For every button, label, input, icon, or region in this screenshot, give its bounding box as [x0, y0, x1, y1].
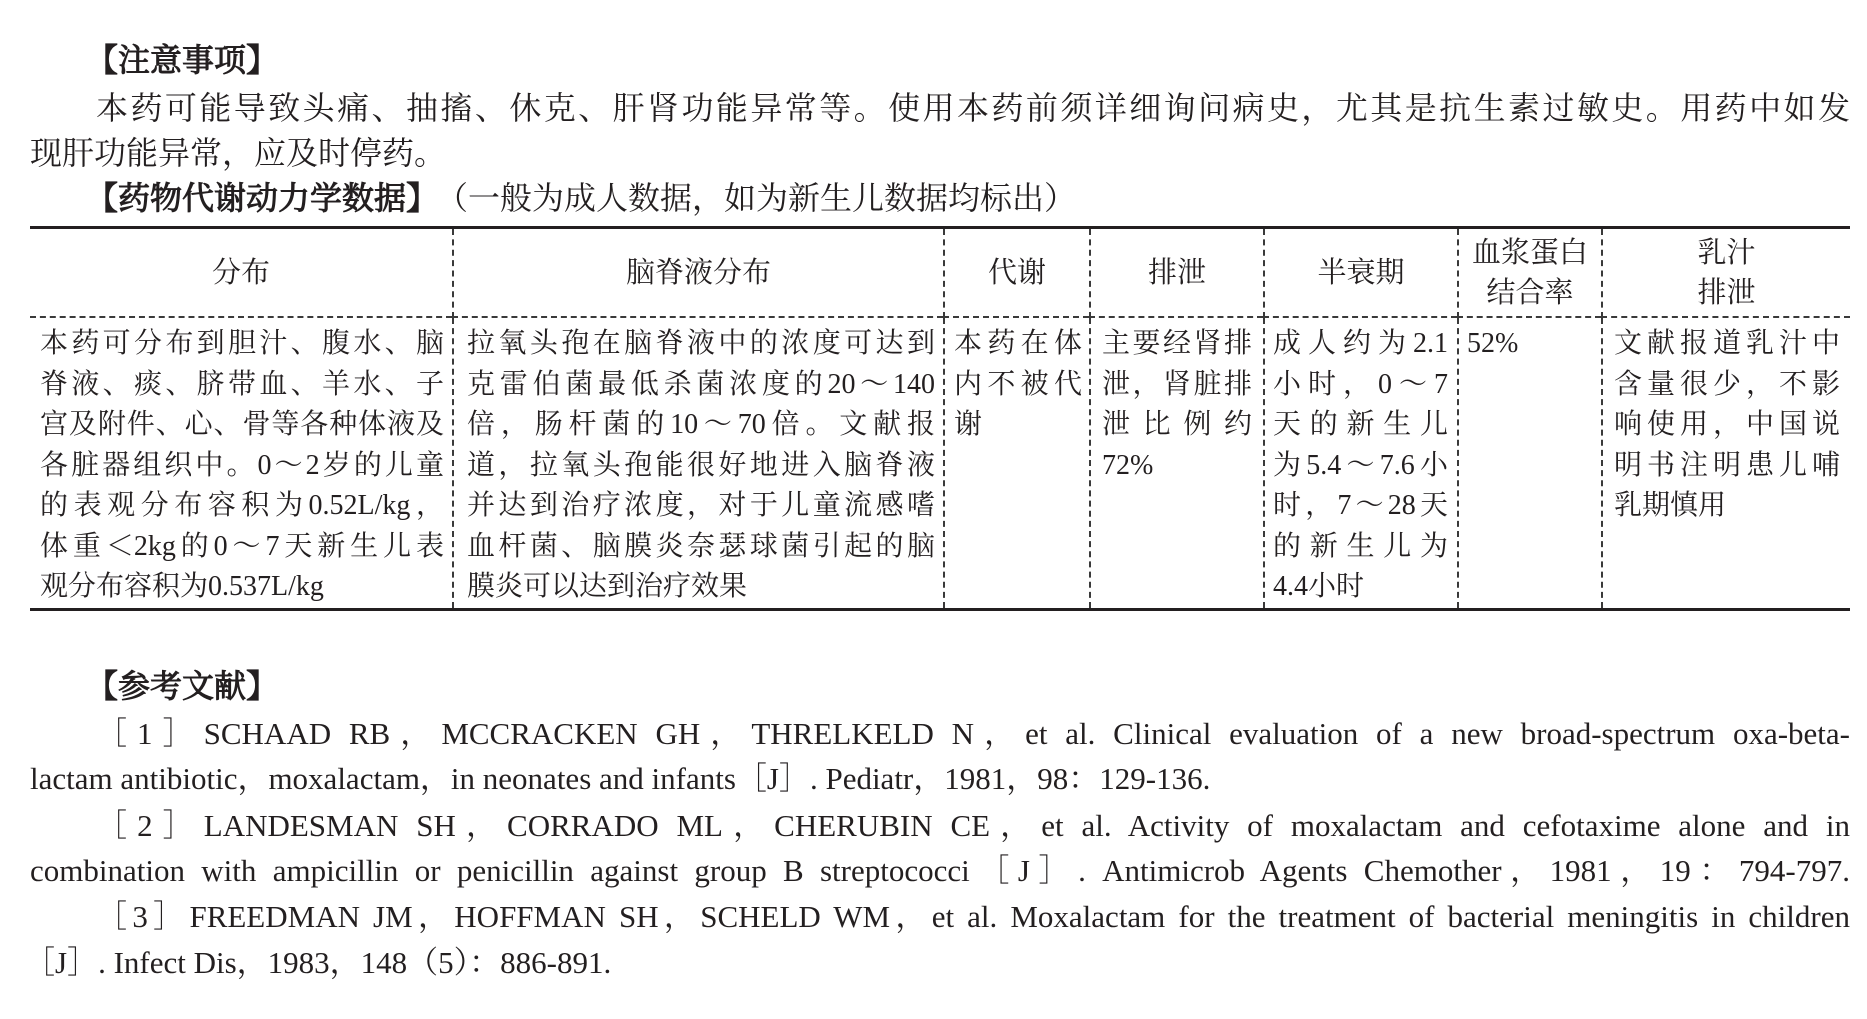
- cell-text-line: 的新生儿为: [1273, 530, 1448, 562]
- table-cell-protein-binding: [1457, 318, 1601, 608]
- table-header-csf-distribution: [452, 229, 943, 318]
- cell-text-line: 本药可分布到胆汁、腹水、脑: [40, 328, 444, 359]
- pk-table: [30, 226, 1850, 611]
- notice-heading: 【注意事项】: [86, 41, 279, 79]
- table-cell-half-life: [1263, 318, 1457, 608]
- header-text-line: 排泄: [1147, 256, 1206, 289]
- cell-text-line: 观分布容积为0.537L/kg: [40, 571, 324, 602]
- reference-2-line-1: ［2］LANDESMAN SH，CORRADO ML，CHERUBIN CE，et al. Activity of moxalactam and cefotaxime alone and in: [96, 808, 1850, 843]
- cell-text-line: 拉氧头孢在脑脊液中的浓度可达到: [467, 328, 935, 359]
- table-cell-excretion: [1089, 318, 1263, 608]
- table-header-distribution: [30, 229, 452, 318]
- header-text-line: 分布: [211, 256, 270, 289]
- reference-3-line-1: ［3］FREEDMAN JM，HOFFMAN SH，SCHELD WM，et al. Moxalactam for the treatment of bacterial meningitis in children: [96, 899, 1850, 934]
- cell-text-line: 克雷伯菌最低杀菌浓度的20～140: [467, 368, 935, 400]
- cell-text-line: 倍，肠杆菌的10～70倍。文献报: [467, 409, 935, 440]
- cell-text-line: 小时，0～7: [1273, 368, 1448, 400]
- cell-text-line: 血杆菌、脑膜炎奈瑟球菌引起的脑: [467, 530, 935, 562]
- cell-text-line: 内不被代: [954, 368, 1082, 400]
- pk-heading-line: [86, 176, 1076, 220]
- cell-text-line: 宫及附件、心、骨等各种体液及: [40, 409, 444, 440]
- cell-text-line: 明书注明患儿哺: [1614, 449, 1840, 481]
- table-header-milk-excretion: [1601, 229, 1850, 318]
- table-header-half-life: [1263, 229, 1457, 318]
- cell-text-line: 谢: [954, 409, 983, 440]
- cell-text-line: 本药在体: [954, 328, 1082, 359]
- header-text-line: 半衰期: [1317, 256, 1405, 289]
- references-heading: 【参考文献】: [86, 667, 279, 705]
- table-cell-csf-distribution: [452, 318, 943, 608]
- cell-text-line: 72%: [1102, 449, 1154, 481]
- table-header-excretion: [1089, 229, 1263, 318]
- notice-text-line: 现肝功能异常，应及时停药。: [30, 135, 447, 171]
- cell-text-line: 文献报道乳汁中: [1614, 328, 1840, 359]
- reference-3-line-2: ［J］. Infect Dis，1983，148（5）：886-891.: [24, 945, 612, 980]
- cell-text-line: 膜炎可以达到治疗效果: [467, 571, 748, 602]
- cell-text-line: 并达到治疗浓度，对于儿童流感嗜: [467, 490, 935, 521]
- cell-text-line: 时，7～28天: [1273, 490, 1448, 521]
- cell-text-line: 成人约为2.1: [1273, 328, 1448, 359]
- reference-1-line-2: lactam antibiotic，moxalactam，in neonates and infants［J］. Pediatr，1981，98：129-136.: [30, 761, 1211, 796]
- header-text-line: 血浆蛋白: [1471, 236, 1588, 269]
- table-cell-metabolism: [943, 318, 1089, 608]
- cell-text-line: 天的新生儿: [1273, 409, 1448, 440]
- table-cell-distribution: [30, 318, 452, 608]
- notice-text-line: 本药可能导致头痛、抽搐、休克、肝肾功能异常等。使用本药前须详细询问病史，尤其是抗生素过敏史。用药中如发: [96, 90, 1850, 126]
- cell-text-line: 为5.4～7.6小: [1273, 449, 1448, 481]
- table-cell-milk-excretion: [1601, 318, 1850, 608]
- table-header-protein-binding: [1457, 229, 1601, 318]
- header-text-line: 乳汁: [1697, 236, 1756, 269]
- table-header-metabolism: [943, 229, 1089, 318]
- reference-2-line-2: combination with ampicillin or penicillin against group B streptococci［J］. Antimicrob Agents Chemother，1981，19：794-797.: [30, 853, 1850, 888]
- header-text-line: 脑脊液分布: [625, 256, 771, 289]
- header-text-line: 结合率: [1486, 276, 1574, 309]
- cell-text-line: 泄比例约: [1102, 409, 1252, 440]
- cell-text-line: 泄，肾脏排: [1102, 368, 1252, 400]
- cell-text-line: 4.4小时: [1273, 571, 1365, 602]
- cell-text-line: 响使用，中国说: [1614, 409, 1840, 440]
- header-text-line: 排泄: [1697, 276, 1756, 309]
- cell-text-line: 主要经肾排: [1102, 328, 1252, 359]
- cell-text-line: 各脏器组织中。0～2岁的儿童: [40, 449, 444, 481]
- cell-text-line: 52%: [1467, 328, 1519, 359]
- header-text-line: 代谢: [987, 256, 1046, 289]
- cell-text-line: 体重＜2kg的0～7天新生儿表: [40, 530, 444, 562]
- cell-text-line: 的表观分布容积为0.52L/kg，: [40, 490, 444, 521]
- cell-text-line: 含量很少，不影: [1614, 368, 1840, 400]
- pk-note: （一般为成人数据，如为新生儿数据均标出）: [452, 180, 1077, 216]
- cell-text-line: 乳期慎用: [1614, 490, 1727, 521]
- pk-heading: 【药物代谢动力学数据】: [86, 179, 439, 217]
- cell-text-line: 道，拉氧头孢能很好地进入脑脊液: [467, 449, 935, 481]
- reference-1-line-1: ［1］SCHAAD RB，MCCRACKEN GH，THRELKELD N，et al. Clinical evaluation of a new broad-spectrum oxa-beta-: [96, 716, 1850, 751]
- cell-text-line: 脊液、痰、脐带血、羊水、子: [40, 368, 444, 400]
